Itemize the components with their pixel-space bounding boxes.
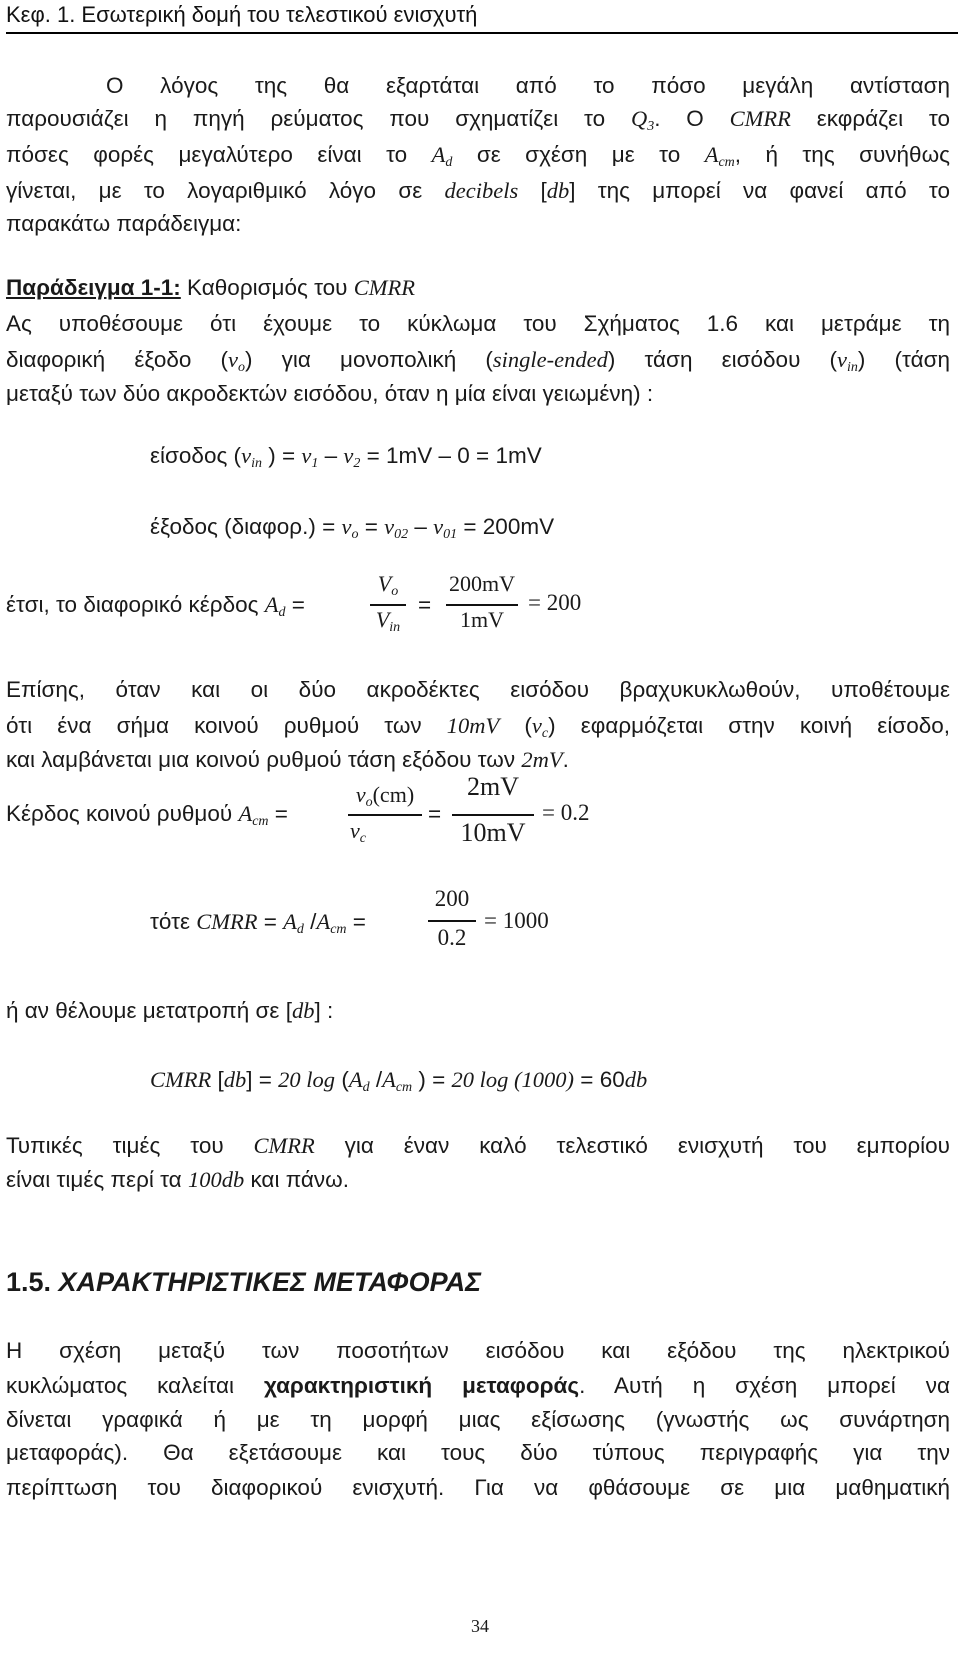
section-heading [6, 1265, 481, 1299]
cmrr-fraction-bar [428, 920, 476, 922]
para1-line4: γίνεται, με το λογαριθμικό λόγο σε decibels [db] της μπορεί να φανεί από το [6, 178, 950, 203]
para4-line3: δίνεται γραφικά ή με τη μορφή μιας εξίσωσης (γνωστής ως συνάρτηση [6, 1407, 950, 1432]
para2-line1: Επίσης, όταν και οι δύο ακροδέκτες εισόδου βραχυκυκλωθούν, υποθέτουμε [6, 677, 950, 702]
example-line2: διαφορική έξοδο $(v_o)$ για μονοπολική (single-ended) τάση εισόδου $(v_{in})$ (τάση [6, 347, 950, 375]
cm-fraction-1-numerator: $v_o(cm)$ [355, 782, 415, 810]
para3-line1: Τυπικές τιμές του CMRR για έναν καλό τελεστικό ενισχυτή του εμπορίου [6, 1133, 950, 1158]
chapter-title: Κεφ. 1. Εσωτερική δομή του τελεστικού ενισχυτή [6, 2, 478, 27]
page-number: 34 [471, 1616, 489, 1636]
para1-line5: παρακάτω παράδειγμα: [6, 211, 242, 236]
cm-fraction-1-bar [348, 814, 422, 816]
example-heading: Παράδειγμα 1-1: Καθορισμός του CMRR [6, 275, 415, 300]
equation-db: CMRR [db] = 20 $\log (A_d$ $/A_{cm}$ ) = 20 log (1000) = 60db [150, 1067, 648, 1095]
gain-fraction-2-bar [446, 604, 518, 606]
gain-fraction-1-bar [370, 604, 406, 606]
gain-equals: = [418, 592, 432, 617]
cm-fraction-2-bar [452, 814, 534, 816]
example-line3: μεταξύ των δύο ακροδεκτών εισόδου, όταν η μία είναι γειωμένη) : [6, 381, 654, 406]
cmrr-result: = 1000 [484, 908, 549, 933]
gain-result: = 200 [528, 590, 582, 615]
para4-line5: περίπτωση του διαφορικού ενισχυτή. Για να φθάσουμε σε μια μαθηματική [6, 1475, 950, 1500]
equation-output: έξοδος $(\delta\iota\alpha\varphi o\rho.) = v_o = v_{02} - v_{01} = 200mV$ [150, 514, 555, 542]
para1-line1: Ο λόγος της θα εξαρτάται από το πόσο μεγάλη αντίσταση [106, 73, 950, 98]
example-line1: Ας υποθέσουμε ότι έχουμε το κύκλωμα του Σχήματος 1.6 και μετράμε τη [6, 311, 950, 336]
equation-cm-label: Κέρδος κοινού ρυθμού $A_{cm}$ = [6, 801, 288, 829]
para4-line2: κυκλώματος καλείται χαρακτηριστική μεταφοράς. Αυτή η σχέση μπορεί να [6, 1373, 950, 1398]
gain-fraction-2-numerator: 200mV [449, 571, 515, 596]
equation-cmrr: τότε CMRR = $A_d$ $/A_{cm}$ = [150, 909, 366, 937]
example-label: Παράδειγμα 1-1: [6, 275, 181, 300]
equation-gain-label: έτσι, το διαφορικό κέρδος $A_d$ = [6, 592, 305, 620]
cm-result: = 0.2 [542, 800, 590, 825]
section-number: 1.5. [6, 1267, 52, 1297]
cmrr-fraction-numerator: 200 [434, 886, 470, 911]
para3-line2: είναι τιμές περί τα 100db και πάνω. [6, 1167, 349, 1192]
gain-fraction-2-denominator: 1mV [460, 607, 504, 632]
gain-fraction-1-denominator: $V_{in}$ [375, 607, 401, 635]
running-header [6, 0, 958, 34]
section-title: ΧΑΡΑΚΤΗΡΙΣΤΙΚΕΣ ΜΕΤΑΦΟΡΑΣ [51, 1267, 482, 1297]
cm-fraction-2-denominator: 10mV [460, 818, 526, 847]
para4-line4: μεταφοράς). Θα εξετάσουμε και τους δύο τύπους περιγραφής για την [6, 1440, 950, 1465]
para1-line2: παρουσιάζει η πηγή ρεύματος που σχηματίζει το $Q_3$. Ο CMRR εκφράζει το [6, 106, 950, 134]
cm-fraction-1-denominator: $v_c$ [350, 818, 366, 846]
cm-equals: = [428, 801, 442, 826]
para1-line3: πόσες φορές μεγαλύτερο είναι το $A_d$ σε σχέση με το $A_{cm}$, ή της συνήθως [6, 142, 950, 170]
db-intro: ή αν θέλουμε μετατροπή σε [db] : [6, 998, 334, 1023]
gain-fraction-1-numerator: $V_o$ [377, 571, 399, 599]
cm-fraction-2-numerator: 2mV [467, 772, 519, 801]
para4-line1: Η σχέση μεταξύ των ποσοτήτων εισόδου και εξόδου της ηλεκτρικού [6, 1338, 950, 1363]
para2-line3: και λαμβάνεται μια κοινού ρυθμού τάση εξόδου των 2mV. [6, 747, 569, 772]
cmrr-fraction-denominator: 0.2 [437, 925, 467, 950]
equation-input: είσοδος ($v_{in}$ ) = $v_1 - v_2 = 1mV - 0 = 1mV$ [150, 443, 542, 471]
para2-line2: ότι ένα σήμα κοινού ρυθμού των 10mV $(v_c)$ εφαρμόζεται στην κοινή είσοδο, [6, 713, 951, 741]
